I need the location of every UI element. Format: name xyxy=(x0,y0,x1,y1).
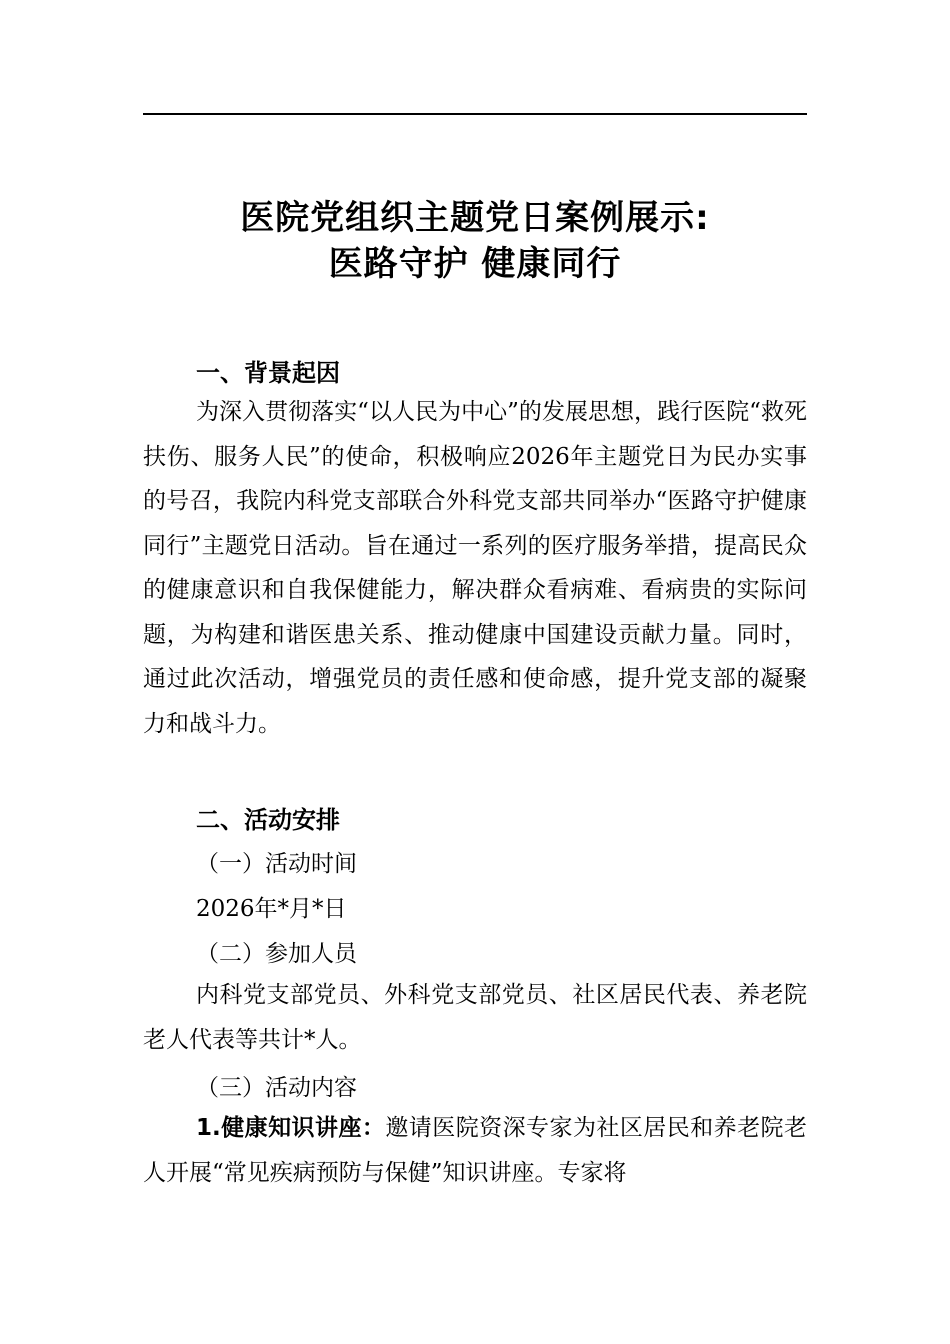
subheading-activity-time: （一）活动时间 xyxy=(196,851,357,877)
content-item-1-text: 邀请医院资深专家为社区居民和养老院老人开展“常见疾病预防与保健”知识讲座。专家将 xyxy=(143,1115,807,1186)
subheading-participants: （二）参加人员 xyxy=(196,941,357,967)
document-title-line2: 医路守护 健康同行 xyxy=(328,244,622,284)
document-title-line1: 医院党组织主题党日案例展示: xyxy=(240,198,710,238)
section-heading-arrangement: 二、活动安排 xyxy=(196,806,340,834)
background-paragraph: 为深入贯彻落实“以人民为中心”的发展思想，践行医院“救死扶伤、服务人民”的使命，积极响应2026年主题党日为民办实事的号召，我院内科党支部联合外科党支部共同举办“医路守护健康同行”主题党日活动。旨在通过一系列的医疗服务举措，提高民众的健康意识和自我保健能力，解决群众看病难、看病贵的实际问题，为构建和谐医患关系、推动健康中国建设贡献力量。同时，通过此次活动，增强党员的责任感和使命感，提升党支部的凝聚力和战斗力。 xyxy=(143,399,807,737)
section-heading-background: 一、背景起因 xyxy=(196,359,340,387)
content-item-1 xyxy=(143,1106,807,1195)
subheading-activity-content: （三）活动内容 xyxy=(196,1075,357,1101)
participants-paragraph: 内科党支部党员、外科党支部党员、社区居民代表、养老院老人代表等共计*人。 xyxy=(143,982,807,1053)
activity-time-value: 2026年*月*日 xyxy=(196,896,347,922)
header-rule xyxy=(143,113,807,115)
content-item-1-label: 1.健康知识讲座： xyxy=(196,1115,386,1141)
